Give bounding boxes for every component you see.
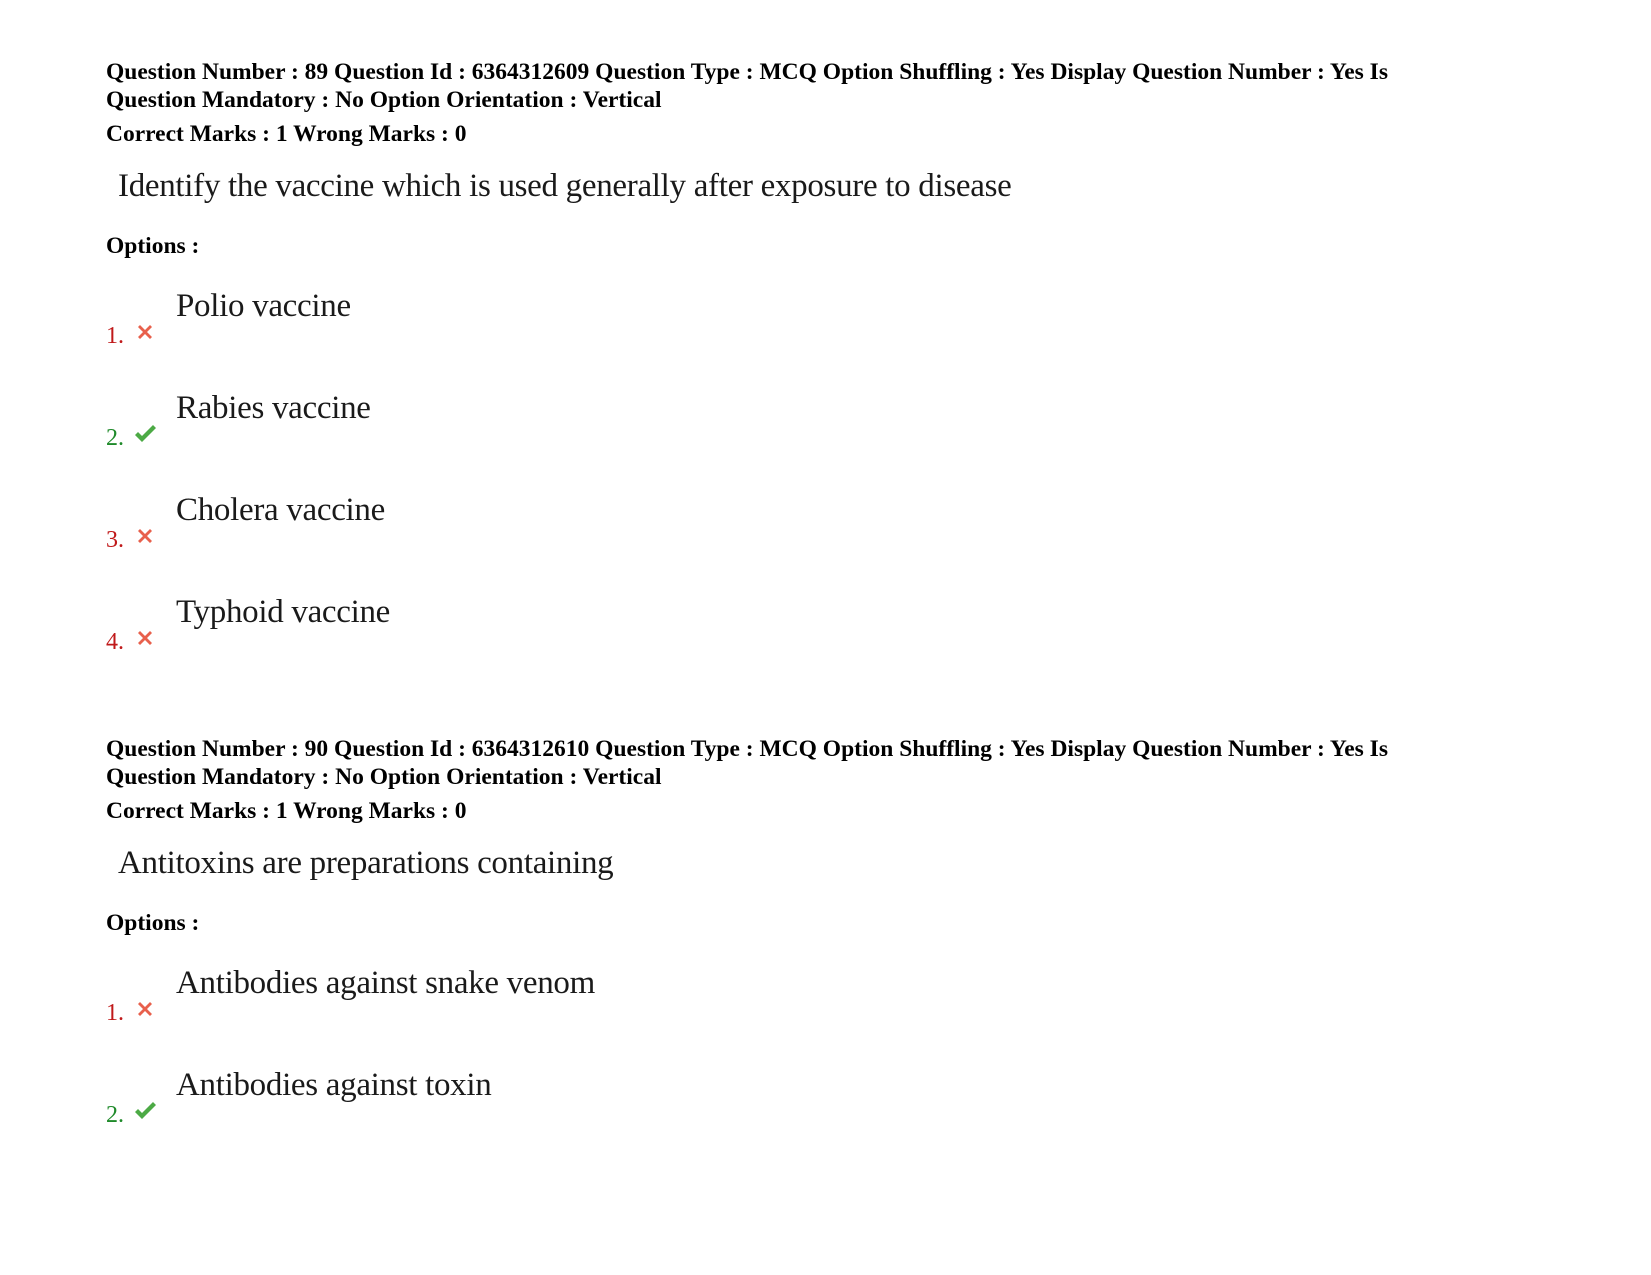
options-label: Options :: [106, 233, 200, 259]
option-number: 2.: [106, 425, 124, 451]
question-meta-line: Question Mandatory : No Option Orientation : Vertical: [106, 87, 662, 113]
option-text: Cholera vaccine: [176, 492, 385, 528]
question-meta: [106, 58, 1526, 114]
cross-icon: [133, 320, 157, 344]
option-number: 1.: [106, 323, 124, 349]
option-text: Polio vaccine: [176, 288, 351, 324]
option-item: [106, 963, 1526, 1065]
options-list: [106, 286, 1526, 694]
option-text: Typhoid vaccine: [176, 594, 391, 630]
cross-icon: [133, 524, 157, 548]
question-meta-line: Question Number : 89 Question Id : 6364312609 Question Type : MCQ Option Shuffling : Yes Display Question Number : Yes Is: [106, 59, 1388, 85]
question-meta-line: Question Mandatory : No Option Orientation : Vertical: [106, 764, 662, 790]
option-item: [106, 1065, 1526, 1167]
question-text: Identify the vaccine which is used generally after exposure to disease: [118, 168, 1012, 204]
option-number: 3.: [106, 527, 124, 553]
question-text: Antitoxins are preparations containing: [118, 845, 614, 881]
option-number: 2.: [106, 1102, 124, 1128]
check-icon: [133, 422, 157, 446]
option-number: 1.: [106, 1000, 124, 1026]
option-item: [106, 286, 1526, 388]
question-block-89: [106, 58, 1526, 694]
option-number: 4.: [106, 629, 124, 655]
check-icon: [133, 1099, 157, 1123]
option-item: [106, 490, 1526, 592]
options-list: [106, 963, 1526, 1167]
option-item: [106, 592, 1526, 694]
cross-icon: [133, 997, 157, 1021]
question-meta: [106, 735, 1526, 791]
question-marks: Correct Marks : 1 Wrong Marks : 0: [106, 121, 467, 147]
option-text: Rabies vaccine: [176, 390, 371, 426]
question-marks: Correct Marks : 1 Wrong Marks : 0: [106, 798, 467, 824]
cross-icon: [133, 626, 157, 650]
option-text: Antibodies against snake venom: [176, 965, 596, 1001]
options-label: Options :: [106, 910, 200, 936]
question-meta-line: Question Number : 90 Question Id : 6364312610 Question Type : MCQ Option Shuffling : Yes Display Question Number : Yes Is: [106, 736, 1388, 762]
option-text: Antibodies against toxin: [176, 1067, 492, 1103]
option-item: [106, 388, 1526, 490]
question-block-90: [106, 735, 1526, 1167]
